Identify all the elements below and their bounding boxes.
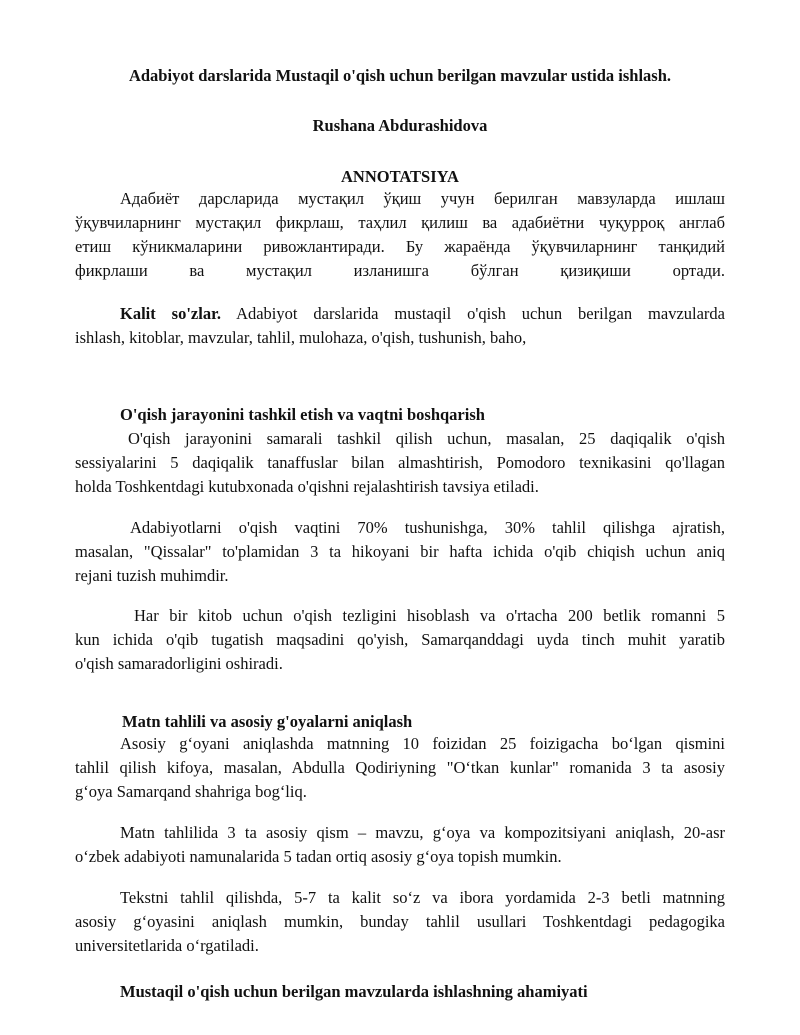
author-name: Rushana Abdurashidova (312, 116, 488, 135)
paragraph-line: tahlil qilish kifoya, masalan, Abdulla Qodiriyning "O‘tkan kunlar" romanida 3 ta asosiy (75, 758, 725, 777)
paragraph-line: rejani tuzish muhimdir. (75, 566, 229, 585)
section-heading: Matn tahlili va asosiy g'oyalarni aniqlash (122, 712, 413, 731)
keywords-line: ishlash, kitoblar, mavzular, tahlil, mulohaza, o'qish, tushunish, baho, (75, 328, 527, 347)
annotation-line: ўқувчиларнинг мустақил фикрлаш, таҳлил қилиш ва адабиётни чуқурроқ англаб (75, 213, 725, 232)
paragraph-line: g‘oya Samarqand shahriga bog‘liq. (75, 782, 307, 801)
annotation-line: фикрлаши ва мустақил изланишга бўлган қизиқиши ортади. (75, 261, 725, 280)
paragraph-line: asosiy g‘oyasini aniqlash mumkin, bunday tahlil usullari Toshkentdagi pedagogika (75, 912, 725, 931)
paragraph-line: universitetlarida o‘rgatiladi. (75, 936, 259, 955)
section-heading: Mustaqil o'qish uchun berilgan mavzularda ishlashning ahamiyati (120, 982, 588, 1001)
section-heading: O'qish jarayonini tashkil etish va vaqtni boshqarish (120, 405, 485, 424)
paragraph-line: O'qish jarayonini samarali tashkil qilish uchun, masalan, 25 daqiqalik o'qish (128, 429, 725, 448)
paragraph-line: masalan, "Qissalar" to'plamidan 3 ta hikoyani bir hafta ichida o'qib chiqish uchun aniq (75, 542, 725, 561)
paragraph-line: o‘zbek adabiyoti namunalarida 5 tadan ortiq asosiy g‘oya topish mumkin. (75, 847, 562, 866)
paragraph-line: sessiyalarini 5 daqiqalik tanaffuslar bilan almashtirish, Pomodoro texnikasini qo'llagan (75, 453, 725, 472)
paragraph-line: Asosiy g‘oyani aniqlashda matnning 10 foizidan 25 foizigacha bo‘lgan qismini (120, 734, 725, 753)
paragraph-line: holda Toshkentdagi kutubxonada o'qishni rejalashtirish tavsiya etiladi. (75, 477, 539, 496)
keywords-line (120, 302, 725, 326)
annotation-line: Адабиёт дарсларида мустақил ўқиш учун берилган мавзуларда ишлаш (120, 189, 725, 208)
paragraph-line: kun ichida o'qib tugatish maqsadini qo'yish, Samarqanddagi uyda tinch muhit yaratib (75, 630, 725, 649)
paragraph-line: o'qish samaradorligini oshiradi. (75, 654, 283, 673)
keywords-text: Adabiyot darslarida mustaqil o'qish uchun berilgan mavzularda (236, 304, 725, 323)
keywords-label: Kalit so'zlar. (120, 304, 222, 323)
paragraph-line: Matn tahlilida 3 ta asosiy qism – mavzu, g‘oya va kompozitsiyani aniqlash, 20-asr (120, 823, 725, 842)
paper-title: Adabiyot darslarida Mustaqil o'qish uchun berilgan mavzular ustida ishlash. (128, 66, 672, 85)
paragraph-line: Adabiyotlarni o'qish vaqtini 70% tushunishga, 30% tahlil qilishga ajratish, (130, 518, 725, 537)
paragraph-line: Tekstni tahlil qilishda, 5-7 ta kalit so‘z va ibora yordamida 2-3 betli matnning (120, 888, 725, 907)
annotation-line: етиш кўникмаларини ривожлантиради. Бу жараёнда ўқувчиларнинг танқидий (75, 237, 725, 256)
annotation-heading: ANNOTATSIYA (341, 167, 459, 186)
paragraph-line: Har bir kitob uchun o'qish tezligini hisoblash va o'rtacha 200 betlik romanni 5 (134, 606, 725, 625)
